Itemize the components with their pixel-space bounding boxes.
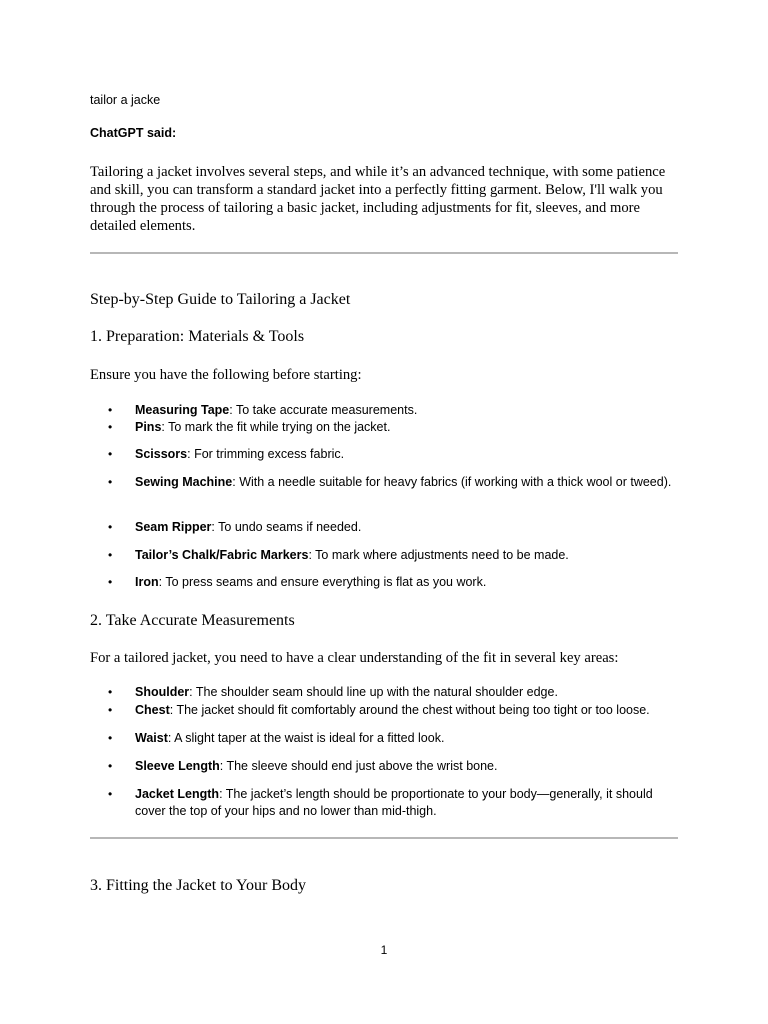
divider (90, 837, 678, 839)
bullet-icon: • (108, 420, 113, 434)
list-item-term: Chest (135, 703, 170, 717)
list-item-text: : The jacket should fit comfortably around the chest without being too tight or too loose. (169, 703, 650, 717)
bullet-icon: • (108, 703, 113, 717)
bullet-icon: • (108, 685, 113, 699)
list-item-text: : To mark where adjustments need to be made. (308, 548, 569, 562)
bullet-icon: • (108, 787, 113, 801)
list-item-text: : The shoulder seam should line up with the natural shoulder edge. (189, 685, 558, 699)
list-item-term: Shoulder (135, 685, 190, 699)
list-item-text: : The sleeve should end just above the wrist bone. (219, 759, 498, 773)
user-prompt: tailor a jacke (90, 93, 161, 107)
list-item-term: Tailor’s Chalk/Fabric Markers (135, 548, 309, 562)
bullet-icon: • (108, 759, 113, 773)
intro-paragraph: Tailoring a jacket involves several steps, and while it’s an advanced technique, with some patience and skill, you can transform a standard jacket into a perfectly fitting garment. Below, I'll walk you through the process of tailoring a basic jacket, including adjustments for fit, sleeves, and more detailed elements. (90, 164, 666, 234)
list-item-text: : The jacket’s length should be proportionate to your body—generally, it should cover the top of your hips and no lower than mid-thigh. (135, 787, 653, 818)
list-item-term: Iron (135, 575, 159, 589)
page-number: 1 (380, 943, 388, 957)
section-lead-measurements: For a tailored jacket, you need to have a clear understanding of the fit in several key areas: (90, 650, 619, 666)
list-item-term: Scissors (135, 447, 188, 461)
divider (90, 252, 678, 254)
bullet-icon: • (108, 548, 113, 562)
list-item-term: Seam Ripper (135, 520, 212, 534)
list-item-text: : To press seams and ensure everything is flat as you work. (158, 575, 487, 589)
section-heading-measurements: 2. Take Accurate Measurements (90, 612, 295, 629)
section-lead-preparation: Ensure you have the following before starting: (90, 367, 362, 383)
assistant-label: ChatGPT said: (90, 126, 177, 140)
bullet-icon: • (108, 575, 113, 589)
list-item-term: Sleeve Length (135, 759, 220, 773)
list-item-term: Measuring Tape (135, 403, 230, 417)
list-item-term: Waist (135, 731, 168, 745)
list-item-text: : A slight taper at the waist is ideal for a fitted look. (167, 731, 445, 745)
list-item-text: : To take accurate measurements. (229, 403, 418, 417)
section-heading-preparation: 1. Preparation: Materials & Tools (90, 328, 305, 345)
list-item-term: Pins (135, 420, 162, 434)
list-item-text: : To undo seams if needed. (211, 520, 362, 534)
list-item-text: : With a needle suitable for heavy fabrics (if working with a thick wool or tweed). (232, 475, 672, 489)
bullet-icon: • (108, 520, 113, 534)
list-item-term: Sewing Machine (135, 475, 233, 489)
list-item-text: : For trimming excess fabric. (187, 447, 345, 461)
list-item-text: : To mark the fit while trying on the jacket. (161, 420, 391, 434)
bullet-icon: • (108, 447, 113, 461)
bullet-icon: • (108, 403, 113, 417)
guide-title: Step-by-Step Guide to Tailoring a Jacket (90, 291, 351, 308)
bullet-icon: • (108, 731, 113, 745)
list-item-term: Jacket Length (135, 787, 220, 801)
section-heading-fitting: 3. Fitting the Jacket to Your Body (90, 877, 307, 894)
bullet-icon: • (108, 475, 113, 489)
